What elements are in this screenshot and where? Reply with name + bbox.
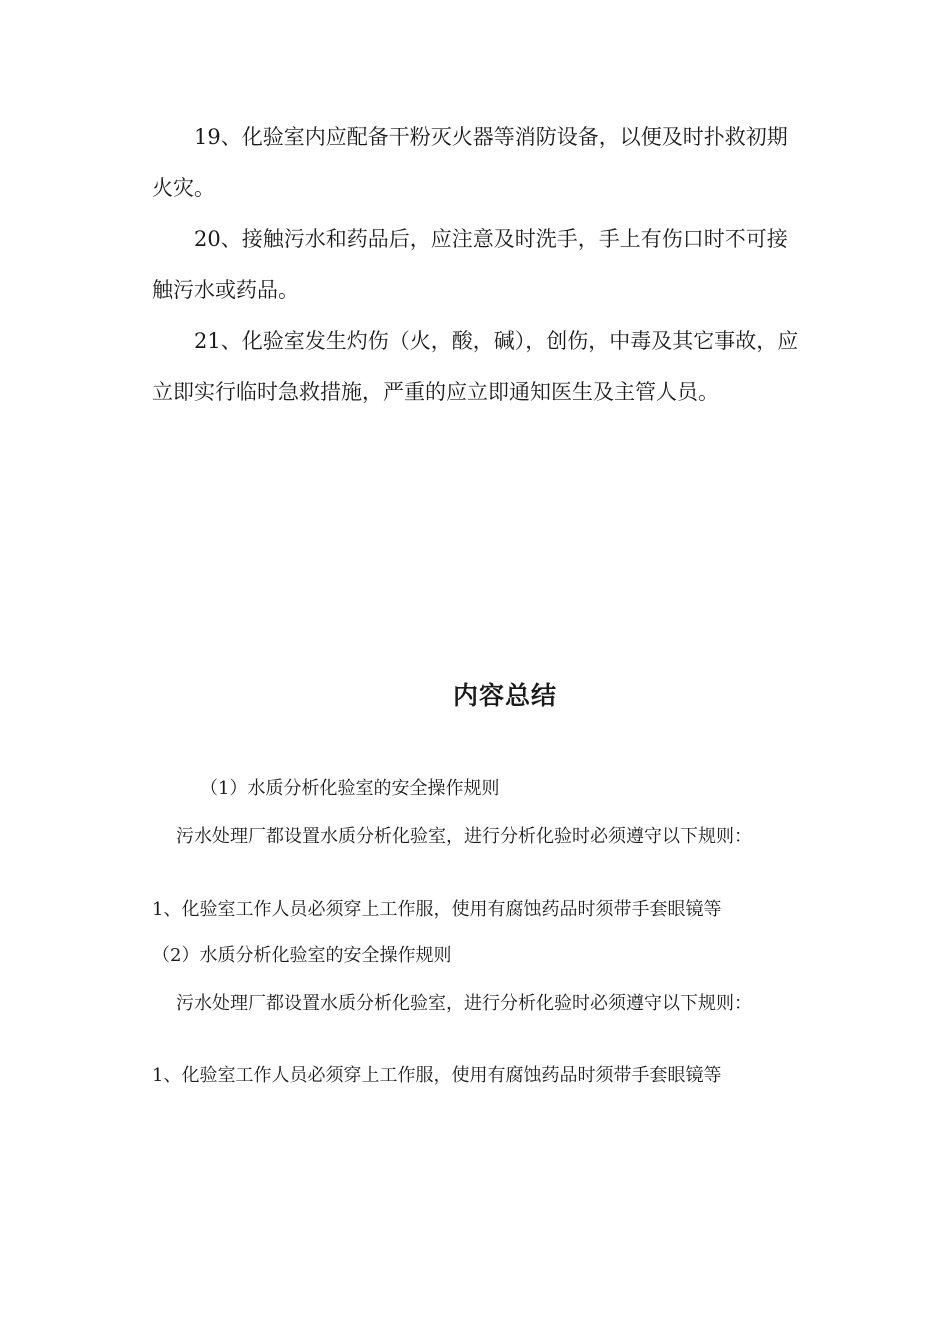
summary-title: 内容总结 [452,681,557,710]
paragraph-21: 21、化验室发生灼伤（火，酸，碱），创伤，中毒及其它事故，应立即实行临时急救措施，严重的应立即通知医生及主管人员。 [152,329,799,404]
paragraph-20: 20、接触污水和药品后，应注意及时洗手，手上有伤口时不可接触污水或药品。 [152,227,788,302]
summary-item2-intro: 污水处理厂都设置水质分析化验室，进行分析化验时必须遵守以下规则： [176,993,752,1014]
summary-item1-rule: 1、化验室工作人员必须穿上工作服，使用有腐蚀药品时须带手套眼镜等 [152,899,722,920]
summary-item1-intro: 污水处理厂都设置水质分析化验室，进行分析化验时必须遵守以下规则： [176,826,752,847]
summary-item2-rule: 1、化验室工作人员必须穿上工作服，使用有腐蚀药品时须带手套眼镜等 [152,1065,722,1086]
paragraph-19: 19、化验室内应配备干粉灭火器等消防设备，以便及时扑救初期火灾。 [152,125,788,200]
summary-item2-heading: （2）水质分析化验室的安全操作规则 [152,945,452,966]
summary-item1-heading: （1）水质分析化验室的安全操作规则 [200,778,500,799]
